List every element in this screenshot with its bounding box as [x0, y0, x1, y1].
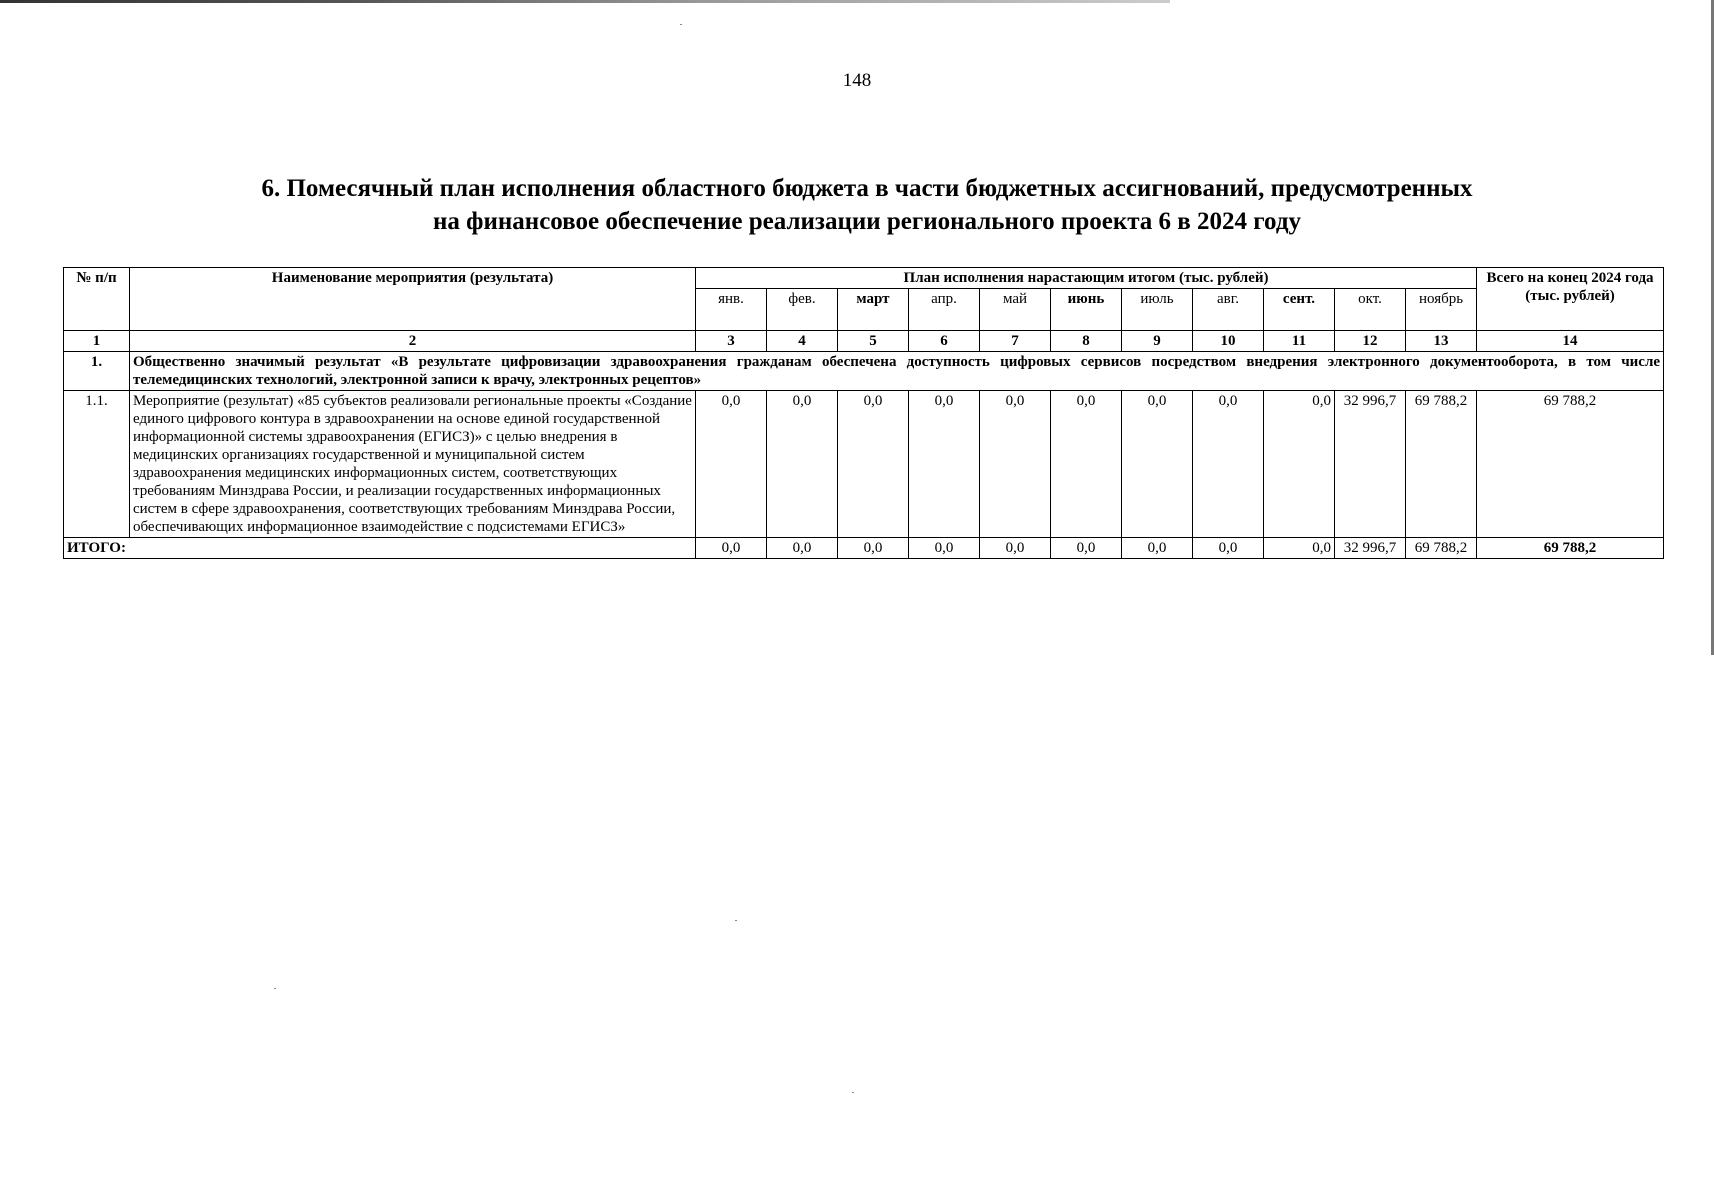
total-month-value: 0,0 [909, 538, 980, 559]
month-value: 0,0 [1122, 391, 1193, 538]
month-value: 0,0 [980, 391, 1051, 538]
column-index: 6 [909, 331, 980, 352]
month-value: 0,0 [909, 391, 980, 538]
header-plan: План исполнения нарастающим итогом (тыс. рублей) [696, 268, 1477, 289]
page-number: 148 [842, 70, 872, 91]
total-month-value: 0,0 [1051, 538, 1122, 559]
title-line-2: на финансовое обеспечение реализации регионального проекта 6 в 2024 году [433, 208, 1301, 235]
total-month-value: 0,0 [696, 538, 767, 559]
total-month-value: 0,0 [838, 538, 909, 559]
scan-speck [852, 1092, 854, 1093]
scan-edge-top [0, 0, 1170, 3]
scan-speck [274, 988, 276, 989]
total-month-value: 69 788,2 [1406, 538, 1477, 559]
total-month-value: 0,0 [1193, 538, 1264, 559]
total-month-value: 32 996,7 [1335, 538, 1406, 559]
column-index: 4 [767, 331, 838, 352]
column-index: 12 [1335, 331, 1406, 352]
document-title [80, 172, 1654, 238]
column-index: 8 [1051, 331, 1122, 352]
total-month-value: 0,0 [980, 538, 1051, 559]
month-header: май [980, 289, 1051, 331]
column-index: 5 [838, 331, 909, 352]
total-month-value: 0,0 [1122, 538, 1193, 559]
row-name: Мероприятие (результат) «85 субъектов реализовали региональные проекты «Создание единого цифрового контура в здравоохранении на основе единой государственной информационной системы здравоохранения (ЕГИСЗ)» с целью внедрения в медицинских организациях государственной и муниципальной систем здравоохранения медицинских информационных систем, соответствующих требованиям Минздрава России, и реализации государственных информационных систем в сфере здравоохранения, соответствующих требованиям Минздрава России, обеспечивающих информационное взаимодействие с подсистемами ЕГИСЗ» [130, 391, 696, 538]
scan-speck [680, 24, 682, 25]
title-line-1: 6. Помесячный план исполнения областного бюджета в части бюджетных ассигнований, предусмотренных [261, 175, 1473, 202]
column-index: 10 [1193, 331, 1264, 352]
month-header: фев. [767, 289, 838, 331]
table-row [64, 391, 1664, 538]
grand-total: 69 788,2 [1477, 538, 1664, 559]
column-index: 13 [1406, 331, 1477, 352]
row-num: 1.1. [64, 391, 130, 538]
header-num: № п/п [64, 268, 130, 331]
header-total: Всего на конец 2024 года (тыс. рублей) [1477, 268, 1664, 331]
month-header: март [838, 289, 909, 331]
header-name: Наименование мероприятия (результата) [130, 268, 696, 331]
column-index: 11 [1264, 331, 1335, 352]
column-index: 14 [1477, 331, 1664, 352]
month-header: июль [1122, 289, 1193, 331]
column-index: 7 [980, 331, 1051, 352]
total-month-value: 0,0 [1264, 538, 1335, 559]
month-header: сент. [1264, 289, 1335, 331]
total-month-value: 0,0 [767, 538, 838, 559]
total-label: ИТОГО: [64, 538, 696, 559]
month-value: 0,0 [767, 391, 838, 538]
month-value: 0,0 [838, 391, 909, 538]
column-index: 2 [130, 331, 696, 352]
month-header: окт. [1335, 289, 1406, 331]
column-index: 1 [64, 331, 130, 352]
month-value: 0,0 [1264, 391, 1335, 538]
month-header: июнь [1051, 289, 1122, 331]
budget-plan-table [63, 267, 1664, 559]
column-index: 3 [696, 331, 767, 352]
month-value: 69 788,2 [1406, 391, 1477, 538]
group-text: Общественно значимый результат «В результате цифровизации здравоохранения гражданам обеспечена доступность цифровых сервисов посредством внедрения электронного документооборота, в том числе телемедицинских технологий, электронной записи к врачу, электронных рецептов» [130, 352, 1664, 391]
month-value: 0,0 [1193, 391, 1264, 538]
header-row [64, 268, 1664, 289]
month-value: 32 996,7 [1335, 391, 1406, 538]
month-header: апр. [909, 289, 980, 331]
month-header: янв. [696, 289, 767, 331]
column-index-row [64, 331, 1664, 352]
month-header: авг. [1193, 289, 1264, 331]
scan-speck [735, 920, 737, 921]
group-row [64, 352, 1664, 391]
month-value: 0,0 [696, 391, 767, 538]
month-value: 0,0 [1051, 391, 1122, 538]
column-index: 9 [1122, 331, 1193, 352]
total-row [64, 538, 1664, 559]
month-header: ноябрь [1406, 289, 1477, 331]
row-total: 69 788,2 [1477, 391, 1664, 538]
group-num: 1. [64, 352, 130, 391]
